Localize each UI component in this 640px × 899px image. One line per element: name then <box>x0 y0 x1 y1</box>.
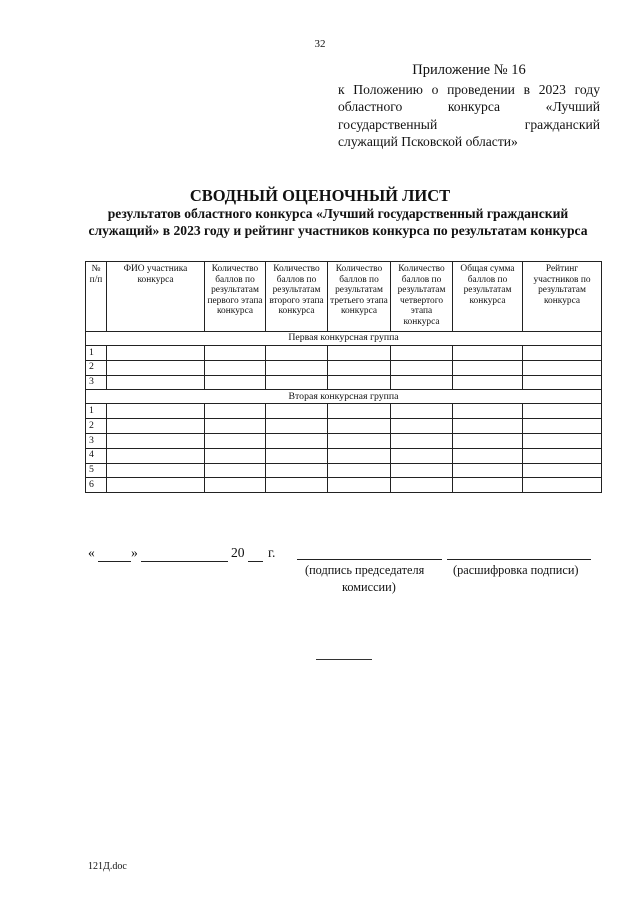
table-cell <box>328 433 391 448</box>
decode-signature-line <box>447 559 591 560</box>
table-cell <box>453 360 523 375</box>
group-label: Вторая конкурсная группа <box>86 390 602 404</box>
appendix-line: к Положению о проведении в 2023 году <box>338 81 600 97</box>
header-stage-2-score: Количество баллов по результатам второго этапа конкурса <box>266 262 328 332</box>
table-cell <box>328 463 391 478</box>
document-subtitle: результатов областного конкурса «Лучший государственный гражданский служащий» в 2023 году и рейтинг участников конкурса по результатам конкурса <box>88 206 588 238</box>
header-participant-name: ФИО участника конкурса <box>107 262 205 332</box>
table-cell <box>205 360 266 375</box>
table-cell <box>266 404 328 419</box>
year-line <box>248 561 263 562</box>
table-cell <box>107 448 205 463</box>
table-cell <box>391 360 453 375</box>
header-rating: Рейтинг участников по результатам конкурса <box>523 262 602 332</box>
table-cell <box>523 346 602 361</box>
table-cell <box>328 346 391 361</box>
header-stage-1-score: Количество баллов по результатам первого этапа конкурса <box>205 262 266 332</box>
table-cell <box>205 419 266 434</box>
page-number: 32 <box>314 38 326 50</box>
decode-caption: (расшифровка подписи) <box>453 563 579 577</box>
row-number: 1 <box>86 404 107 419</box>
month-line <box>141 561 228 562</box>
table-cell <box>266 346 328 361</box>
table-header-row <box>86 262 602 332</box>
table-cell <box>205 375 266 390</box>
row-number: 6 <box>86 478 107 493</box>
row-number: 3 <box>86 375 107 390</box>
row-number: 1 <box>86 346 107 361</box>
table-cell <box>453 419 523 434</box>
table-cell <box>205 433 266 448</box>
table-cell <box>266 360 328 375</box>
table-cell <box>453 433 523 448</box>
row-number: 5 <box>86 463 107 478</box>
table-cell <box>205 404 266 419</box>
table-cell <box>523 375 602 390</box>
table-cell <box>453 463 523 478</box>
table-cell <box>266 419 328 434</box>
chair-signature-line <box>297 559 442 560</box>
table-row <box>86 346 602 361</box>
table-row <box>86 433 602 448</box>
table-cell <box>107 433 205 448</box>
table-cell <box>107 478 205 493</box>
table-cell <box>523 463 602 478</box>
table-cell <box>205 346 266 361</box>
table-cell <box>107 346 205 361</box>
end-separator <box>316 659 372 660</box>
year-suffix: г. <box>268 545 276 560</box>
header-stage-3-score: Количество баллов по результатам третьего этапа конкурса <box>328 262 391 332</box>
row-number: 2 <box>86 419 107 434</box>
table-cell <box>453 478 523 493</box>
table-cell <box>107 404 205 419</box>
table-row <box>86 419 602 434</box>
table-cell <box>205 478 266 493</box>
table-cell <box>523 419 602 434</box>
row-number: 3 <box>86 433 107 448</box>
table-cell <box>391 448 453 463</box>
date-block <box>88 545 95 561</box>
document-title: СВОДНЫЙ ОЦЕНОЧНЫЙ ЛИСТ <box>189 186 451 205</box>
day-line <box>98 561 131 562</box>
table-cell <box>107 463 205 478</box>
table-cell <box>391 404 453 419</box>
table-cell <box>523 433 602 448</box>
chair-caption-line2: комиссии) <box>342 580 396 594</box>
quote-close: » <box>131 545 138 560</box>
score-table <box>85 261 602 493</box>
table-cell <box>523 360 602 375</box>
header-stage-4-score: Количество баллов по результатам четвертого этапа конкурса <box>391 262 453 332</box>
table-cell <box>328 419 391 434</box>
table-row <box>86 463 602 478</box>
table-cell <box>205 463 266 478</box>
table-cell <box>266 463 328 478</box>
table-row <box>86 478 602 493</box>
table-cell <box>328 448 391 463</box>
appendix-line: государственный гражданский <box>338 116 600 132</box>
table-cell <box>266 478 328 493</box>
group-label: Первая конкурсная группа <box>86 332 602 346</box>
table-cell <box>523 404 602 419</box>
chair-caption-line1: (подпись председателя <box>305 563 425 577</box>
table-cell <box>391 375 453 390</box>
table-cell <box>328 404 391 419</box>
row-number: 2 <box>86 360 107 375</box>
table-cell <box>453 346 523 361</box>
table-cell <box>107 360 205 375</box>
table-cell <box>266 375 328 390</box>
table-cell <box>523 448 602 463</box>
table-cell <box>523 478 602 493</box>
table-cell <box>266 448 328 463</box>
table-cell <box>107 419 205 434</box>
table-cell <box>328 360 391 375</box>
appendix-line: служащий Псковской области» <box>338 134 518 149</box>
table-cell <box>453 375 523 390</box>
row-number: 4 <box>86 448 107 463</box>
table-cell <box>391 346 453 361</box>
group-row <box>86 390 602 404</box>
table-cell <box>328 478 391 493</box>
table-cell <box>391 463 453 478</box>
table-row <box>86 448 602 463</box>
table-cell <box>107 375 205 390</box>
appendix-line: областного конкурса «Лучший <box>338 99 600 114</box>
table-row <box>86 404 602 419</box>
table-cell <box>205 448 266 463</box>
table-cell <box>391 478 453 493</box>
table-row <box>86 375 602 390</box>
group-row <box>86 332 602 346</box>
table-cell <box>453 448 523 463</box>
table-cell <box>328 375 391 390</box>
table-cell <box>453 404 523 419</box>
appendix-block <box>338 62 600 151</box>
header-total-score: Общая сумма баллов по результатам конкурса <box>453 262 523 332</box>
table-cell <box>391 419 453 434</box>
table-cell <box>266 433 328 448</box>
table-row <box>86 360 602 375</box>
footer-filename: 121Д.doc <box>88 861 127 872</box>
appendix-title: Приложение № 16 <box>412 62 526 78</box>
table-cell <box>391 433 453 448</box>
header-number: № п/п <box>86 262 107 332</box>
year-prefix: 20 <box>231 545 245 560</box>
quote-open: « <box>88 545 95 560</box>
